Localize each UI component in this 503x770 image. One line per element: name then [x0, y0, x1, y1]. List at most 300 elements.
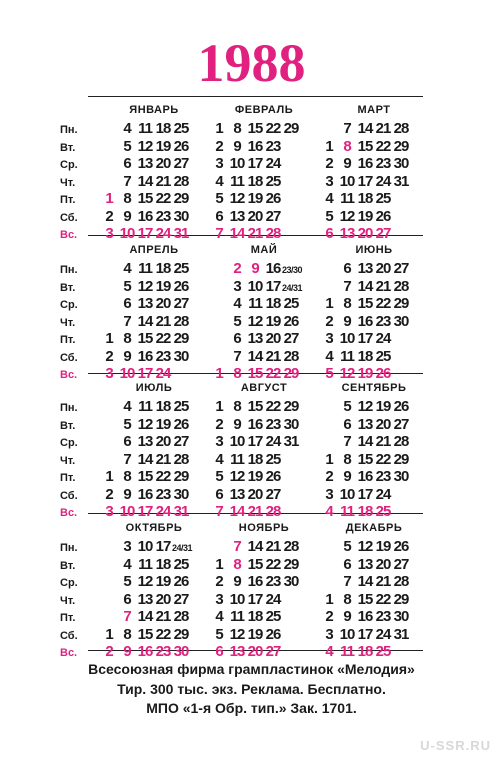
day-cell: 29 [393, 590, 409, 608]
day-cell: 26 [173, 137, 189, 155]
weekday-row [210, 486, 318, 504]
weekday-row [320, 538, 428, 556]
day-cell: 15 [247, 398, 263, 415]
day-cell: 8 [343, 137, 351, 155]
day-cell: 7 [123, 172, 131, 190]
day-cell: 19 [375, 398, 391, 415]
weekday-row [320, 155, 428, 173]
day-cell: 20 [155, 590, 171, 608]
day-cell: 24/31 [172, 543, 193, 553]
day-cell: 19 [247, 468, 263, 485]
day-cell: 20 [247, 485, 263, 503]
day-cell: 12 [137, 277, 153, 295]
day-cell: 26 [375, 207, 391, 225]
day-cell: 27 [173, 155, 189, 172]
day-cell: 27 [265, 643, 281, 660]
day-cell: 27 [265, 485, 281, 503]
day-cell: 14 [137, 608, 153, 625]
day-cell: 9 [233, 573, 241, 590]
weekday-row [100, 260, 208, 278]
day-cell: 24 [155, 365, 171, 382]
day-cell: 21 [375, 433, 391, 450]
weekday-row [100, 556, 208, 574]
day-cell: 30 [173, 643, 189, 660]
weekday-label: Пн. [60, 264, 78, 276]
day-cell: 3 [325, 485, 333, 503]
weekday-row [210, 120, 318, 138]
day-cell: 25 [375, 503, 391, 520]
day-cell: 28 [393, 433, 409, 450]
weekday-row [100, 398, 208, 416]
weekday-labels [60, 122, 100, 245]
day-cell: 7 [123, 450, 131, 468]
month-name: ОКТЯБРЬ [125, 522, 183, 534]
day-cell: 12 [247, 312, 263, 330]
day-cell: 15 [357, 295, 373, 312]
day-cell: 13 [137, 590, 153, 608]
weekday-row [210, 398, 318, 416]
weekday-row [100, 348, 208, 366]
day-cell: 19 [247, 190, 263, 207]
footer-publisher: Всесоюзная фирма грампластинок «Мелодия» [88, 661, 415, 677]
day-cell: 6 [123, 295, 131, 312]
weekday-label: Сб. [60, 211, 78, 224]
day-cell: 1 [325, 295, 333, 312]
day-cell: 12 [357, 398, 373, 415]
day-cell: 23 [265, 415, 281, 433]
day-cell: 19 [357, 365, 373, 382]
weekday-label: Сб. [60, 629, 78, 642]
day-cell: 11 [248, 295, 262, 312]
day-cell: 9 [233, 415, 241, 433]
day-cell: 22 [265, 365, 281, 382]
month-name: ФЕВРАЛЬ [234, 104, 294, 116]
weekday-row [210, 556, 318, 574]
day-cell: 19 [155, 277, 171, 295]
day-cell: 7 [343, 120, 351, 137]
day-cell: 8 [123, 625, 131, 643]
day-cell: 14 [357, 573, 373, 590]
day-cell: 19 [375, 538, 391, 555]
day-cell: 1 [215, 365, 223, 382]
day-cell: 18 [155, 260, 171, 277]
weekday-row [320, 451, 428, 469]
day-cell: 13 [137, 433, 153, 450]
day-cell: 17 [357, 625, 373, 643]
weekday-row [100, 608, 208, 626]
day-cell: 5 [343, 398, 351, 415]
day-cell: 21 [375, 573, 391, 590]
month-name: МАЙ [250, 244, 278, 256]
day-cell: 7 [343, 277, 351, 295]
day-cell: 18 [155, 555, 171, 573]
day-cell: 21 [155, 450, 171, 468]
day-cell: 9 [123, 485, 131, 503]
day-cell: 17 [137, 225, 153, 242]
day-cell: 8 [343, 295, 351, 312]
day-cell: 5 [123, 277, 131, 295]
day-cell: 3 [105, 225, 113, 242]
weekday-row [320, 173, 428, 191]
weekday-row [100, 295, 208, 313]
weekday-row [100, 138, 208, 156]
weekday-row [210, 260, 318, 278]
month-grid [210, 260, 318, 383]
day-cell: 24 [375, 172, 391, 190]
weekday-row [320, 313, 428, 331]
month-name: ДЕКАБРЬ [345, 522, 403, 534]
quarter-1 [60, 100, 430, 250]
year-title: 1988 [197, 33, 306, 93]
day-cell: 2 [325, 608, 333, 625]
day-cell: 16 [357, 312, 373, 330]
weekday-row [210, 313, 318, 331]
weekday-label: Вт. [60, 281, 76, 294]
weekday-row [100, 591, 208, 609]
day-cell: 4 [325, 503, 333, 520]
day-cell: 22 [375, 450, 391, 468]
day-cell: 3 [215, 155, 223, 172]
day-cell: 16 [247, 415, 263, 433]
day-cell: 29 [173, 625, 189, 643]
day-cell: 30 [393, 608, 409, 625]
day-cell: 2 [233, 260, 241, 277]
day-cell: 26 [265, 468, 281, 485]
day-cell: 7 [215, 503, 223, 520]
day-cell: 24 [265, 155, 281, 172]
day-cell: 27 [393, 415, 409, 433]
day-cell: 7 [123, 312, 131, 330]
watermark: U-SSR.RU [420, 738, 491, 753]
day-cell: 18 [357, 643, 373, 660]
day-cell: 31 [393, 172, 409, 190]
day-cell: 16 [357, 608, 373, 625]
weekday-row [210, 468, 318, 486]
weekday-label: Пн. [60, 542, 78, 554]
weekday-row [320, 556, 428, 574]
day-cell: 3 [233, 277, 241, 295]
day-cell: 14 [137, 172, 153, 190]
weekday-row [100, 468, 208, 486]
weekday-row [100, 208, 208, 226]
day-cell: 22 [155, 625, 171, 643]
day-cell: 4 [325, 347, 333, 365]
day-cell: 13 [339, 225, 355, 242]
day-cell: 9 [343, 155, 351, 172]
month-name: НОЯБРЬ [238, 522, 290, 534]
weekday-row [100, 538, 208, 556]
day-cell: 15 [137, 330, 153, 347]
day-cell: 22 [265, 555, 281, 573]
day-cell: 5 [215, 625, 223, 643]
day-cell: 8 [233, 120, 241, 137]
day-cell: 28 [393, 573, 409, 590]
day-cell: 6 [215, 207, 223, 225]
day-cell: 29 [173, 190, 189, 207]
day-cell: 20 [375, 555, 391, 573]
weekday-row [210, 295, 318, 313]
day-cell: 30 [173, 207, 189, 225]
weekday-label: Пт. [60, 334, 76, 346]
day-cell: 3 [123, 538, 131, 555]
weekday-row [320, 626, 428, 644]
day-cell: 30 [393, 155, 409, 172]
weekday-row [100, 451, 208, 469]
month-grid [320, 120, 428, 243]
day-cell: 11 [230, 450, 244, 468]
weekday-row [320, 591, 428, 609]
day-cell: 1 [105, 330, 113, 347]
day-cell: 27 [173, 590, 189, 608]
day-cell: 14 [357, 277, 373, 295]
day-cell: 29 [283, 365, 299, 382]
day-cell: 15 [247, 120, 263, 137]
day-cell: 5 [325, 365, 333, 382]
day-cell: 10 [339, 625, 355, 643]
day-cell: 27 [173, 295, 189, 312]
day-cell: 7 [215, 225, 223, 242]
day-cell: 25 [173, 398, 189, 415]
weekday-row [100, 278, 208, 296]
day-cell: 26 [283, 312, 299, 330]
weekday-row [210, 608, 318, 626]
day-cell: 19 [155, 573, 171, 590]
day-cell: 2 [325, 312, 333, 330]
day-cell: 25 [173, 260, 189, 277]
day-cell: 26 [173, 277, 189, 295]
weekday-row [100, 573, 208, 591]
day-cell: 12 [229, 190, 245, 207]
day-cell: 2 [325, 468, 333, 485]
weekday-row [100, 120, 208, 138]
weekday-label: Пт. [60, 472, 76, 484]
day-cell: 6 [123, 155, 131, 172]
day-cell: 14 [357, 120, 373, 137]
day-cell: 16 [137, 347, 153, 365]
day-cell: 1 [325, 137, 333, 155]
day-cell: 12 [339, 365, 355, 382]
day-cell: 16 [137, 207, 153, 225]
weekday-row [210, 643, 318, 661]
weekday-row [320, 468, 428, 486]
day-cell: 13 [229, 207, 245, 225]
month-grid [100, 398, 208, 521]
day-cell: 20 [357, 225, 373, 242]
day-cell: 9 [343, 468, 351, 485]
weekday-label: Ср. [60, 159, 78, 171]
weekday-labels [60, 400, 100, 523]
day-cell: 4 [325, 643, 333, 660]
weekday-label: Вт. [60, 141, 76, 154]
day-cell: 4 [123, 120, 131, 137]
day-cell: 31 [393, 625, 409, 643]
weekday-row [320, 295, 428, 313]
day-cell: 6 [343, 555, 351, 573]
day-cell: 18 [247, 450, 263, 468]
day-cell: 13 [357, 260, 373, 277]
day-cell: 21 [155, 312, 171, 330]
weekday-row [100, 433, 208, 451]
day-cell: 15 [137, 468, 153, 485]
day-cell: 7 [123, 608, 131, 625]
day-cell: 17 [357, 172, 373, 190]
day-cell: 18 [357, 503, 373, 520]
weekday-row [320, 398, 428, 416]
day-cell: 1 [105, 190, 113, 207]
day-cell: 12 [137, 573, 153, 590]
month-grid [320, 538, 428, 661]
day-cell: 13 [229, 643, 245, 660]
day-cell: 20 [375, 260, 391, 277]
day-cell: 10 [229, 590, 245, 608]
day-cell: 6 [123, 590, 131, 608]
day-cell: 20 [155, 433, 171, 450]
footer-print-order: МПО «1-я Обр. тип.» Зак. 1701. [146, 700, 357, 716]
month-grid [210, 120, 318, 243]
day-cell: 14 [247, 347, 263, 365]
day-cell: 29 [393, 450, 409, 468]
day-cell: 20 [155, 295, 171, 312]
day-cell: 19 [155, 415, 171, 433]
day-cell: 7 [343, 573, 351, 590]
day-cell: 4 [215, 172, 223, 190]
day-cell: 17 [247, 155, 263, 172]
day-cell: 29 [393, 295, 409, 312]
day-cell: 17 [357, 485, 373, 503]
day-cell: 23 [155, 207, 171, 225]
day-cell: 30 [283, 415, 299, 433]
weekday-row [100, 173, 208, 191]
day-cell: 8 [123, 190, 131, 207]
weekday-label: Чт. [60, 176, 76, 189]
day-cell: 6 [325, 225, 333, 242]
day-cell: 21 [265, 347, 281, 365]
day-cell: 8 [233, 398, 241, 415]
day-cell: 25 [375, 643, 391, 660]
day-cell: 27 [393, 555, 409, 573]
day-cell: 22 [265, 120, 281, 137]
day-cell: 5 [123, 137, 131, 155]
day-cell: 15 [137, 190, 153, 207]
month-block [320, 378, 428, 521]
day-cell: 16 [357, 155, 373, 172]
weekday-label: Чт. [60, 594, 76, 607]
day-cell: 5 [123, 415, 131, 433]
weekday-row [210, 573, 318, 591]
day-cell: 18 [357, 190, 373, 207]
day-cell: 11 [138, 398, 152, 415]
day-cell: 14 [229, 503, 245, 520]
day-cell: 5 [215, 190, 223, 207]
day-cell: 10 [119, 225, 135, 242]
weekday-row [320, 260, 428, 278]
day-cell: 21 [247, 225, 263, 242]
day-cell: 3 [215, 590, 223, 608]
day-cell: 23/30 [282, 265, 303, 275]
day-cell: 18 [155, 120, 171, 137]
divider-top [88, 96, 423, 97]
day-cell: 20 [247, 643, 263, 660]
weekday-label: Ср. [60, 577, 78, 589]
weekday-label: Вс. [60, 369, 78, 381]
month-grid [210, 538, 318, 661]
day-cell: 2 [105, 347, 113, 365]
day-cell: 22 [265, 398, 281, 415]
footer-print-info: Тир. 300 тыс. экз. Реклама. Бесплатно. [117, 681, 386, 697]
day-cell: 15 [247, 555, 263, 573]
day-cell: 11 [230, 608, 244, 625]
weekday-row [210, 138, 318, 156]
weekday-row [210, 155, 318, 173]
day-cell: 1 [215, 555, 223, 573]
day-cell: 24 [265, 590, 281, 608]
quarter-4 [60, 518, 430, 668]
day-cell: 28 [393, 120, 409, 137]
day-cell: 24/31 [282, 282, 303, 293]
day-cell: 14 [247, 538, 263, 555]
day-cell: 30 [173, 485, 189, 503]
day-cell: 9 [123, 643, 131, 660]
day-cell: 14 [137, 450, 153, 468]
day-cell: 26 [393, 398, 409, 415]
day-cell: 25 [265, 450, 281, 468]
day-cell: 1 [215, 120, 223, 137]
month-block [320, 240, 428, 383]
day-cell: 10 [339, 172, 355, 190]
day-cell: 22 [375, 137, 391, 155]
day-cell: 26 [265, 625, 281, 643]
day-cell: 23 [265, 137, 281, 155]
day-cell: 9 [251, 260, 259, 277]
day-cell: 28 [265, 225, 281, 242]
month-name: ИЮЛЬ [135, 382, 173, 394]
weekday-row [320, 608, 428, 626]
day-cell: 10 [119, 503, 135, 520]
day-cell: 21 [155, 172, 171, 190]
weekday-label: Вт. [60, 559, 76, 572]
weekday-row [320, 278, 428, 296]
day-cell: 17 [137, 503, 153, 520]
month-grid [320, 260, 428, 383]
day-cell: 6 [215, 485, 223, 503]
day-cell: 29 [283, 555, 299, 573]
day-cell: 20 [155, 155, 171, 172]
day-cell: 9 [343, 312, 351, 330]
day-cell: 18 [247, 608, 263, 625]
day-cell: 6 [123, 433, 131, 450]
day-cell: 17 [265, 277, 281, 295]
quarter-2 [60, 240, 430, 390]
month-block [210, 518, 318, 661]
day-cell: 4 [123, 555, 131, 573]
month-block [320, 100, 428, 243]
day-cell: 6 [343, 415, 351, 433]
day-cell: 2 [105, 207, 113, 225]
day-cell: 23 [155, 643, 171, 660]
day-cell: 17 [247, 590, 263, 608]
weekday-row [320, 330, 428, 348]
day-cell: 31 [173, 503, 189, 520]
day-cell: 25 [173, 555, 189, 573]
weekday-label: Чт. [60, 316, 76, 329]
day-cell: 16 [137, 643, 153, 660]
day-cell: 7 [343, 433, 351, 450]
day-cell: 17 [247, 433, 263, 450]
day-cell: 18 [247, 172, 263, 190]
day-cell: 23 [265, 573, 281, 590]
day-cell: 6 [233, 330, 241, 347]
day-cell: 11 [230, 172, 244, 190]
